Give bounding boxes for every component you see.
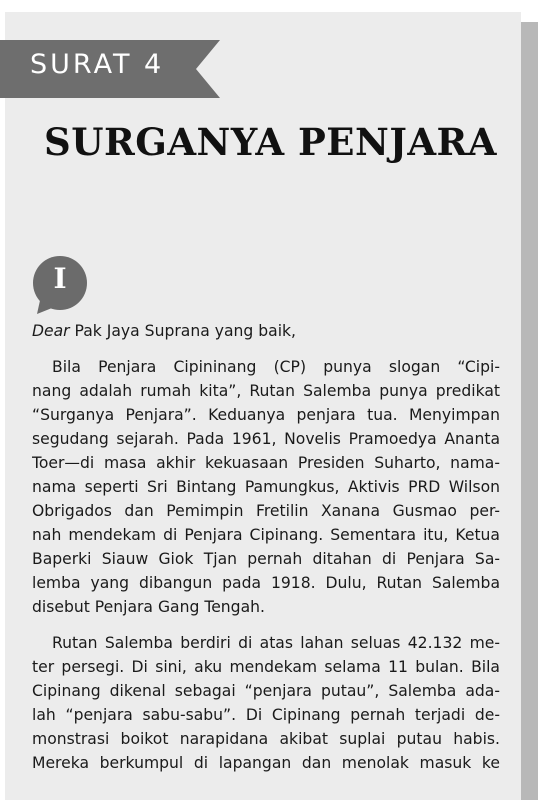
chapter-label: SURAT 4 xyxy=(30,49,165,80)
text-line: “Surganya Penjara”. Keduanya penjara tua. Menyimpan xyxy=(32,406,500,424)
text-line: Baperki Siauw Giok Tjan pernah ditahan di Penjara Sa- xyxy=(32,550,500,568)
text-line: monstrasi boikot narapidana akibat suplai putau habis. xyxy=(32,730,500,748)
text-line: disebut Penjara Gang Tengah. xyxy=(32,598,265,616)
salutation xyxy=(32,319,500,343)
section-number: I xyxy=(53,262,67,295)
salutation-name: Pak Jaya Suprana yang baik, xyxy=(69,322,297,340)
salutation-dear: Dear xyxy=(32,322,70,340)
chapter-title: SURGANYA PENJARA xyxy=(43,120,497,164)
text-line: Obrigados dan Pemimpin Fretilin Xanana Gusmao per- xyxy=(32,502,500,520)
text-line: nah mendekam di Penjara Cipinang. Sementara itu, Ketua xyxy=(32,526,500,544)
paragraph-2 xyxy=(32,631,500,775)
text-line: Bila Penjara Cipininang (CP) punya slogan “Cipi- xyxy=(52,358,500,376)
text-line: nang adalah rumah kita”, Rutan Salemba punya predikat xyxy=(32,382,500,400)
text-line: lah “penjara sabu-sabu”. Di Cipinang pernah terjadi de- xyxy=(32,706,500,724)
text-line: Toer—di masa akhir kekuasaan Presiden Suharto, nama- xyxy=(32,454,500,472)
text-line: Rutan Salemba berdiri di atas lahan seluas 42.132 me- xyxy=(52,634,500,652)
letter-body xyxy=(32,319,500,775)
text-line: Cipinang dikenal sebagai “penjara putau”, Salemba ada- xyxy=(32,682,500,700)
chapter-banner xyxy=(0,40,220,98)
text-line: nama seperti Sri Bintang Pamungkus, Aktivis PRD Wilson xyxy=(32,478,500,496)
text-line: lemba yang dibangun pada 1918. Dulu, Rutan Salemba xyxy=(32,574,500,592)
text-line: ter persegi. Di sini, aku mendekam selama 11 bulan. Bila xyxy=(32,658,500,676)
text-line: segudang sejarah. Pada 1961, Novelis Pramoedya Ananta xyxy=(32,430,500,448)
section-marker xyxy=(33,256,87,310)
text-line: Mereka berkumpul di lapangan dan menolak masuk ke xyxy=(32,754,500,772)
paragraph-1 xyxy=(32,355,500,619)
